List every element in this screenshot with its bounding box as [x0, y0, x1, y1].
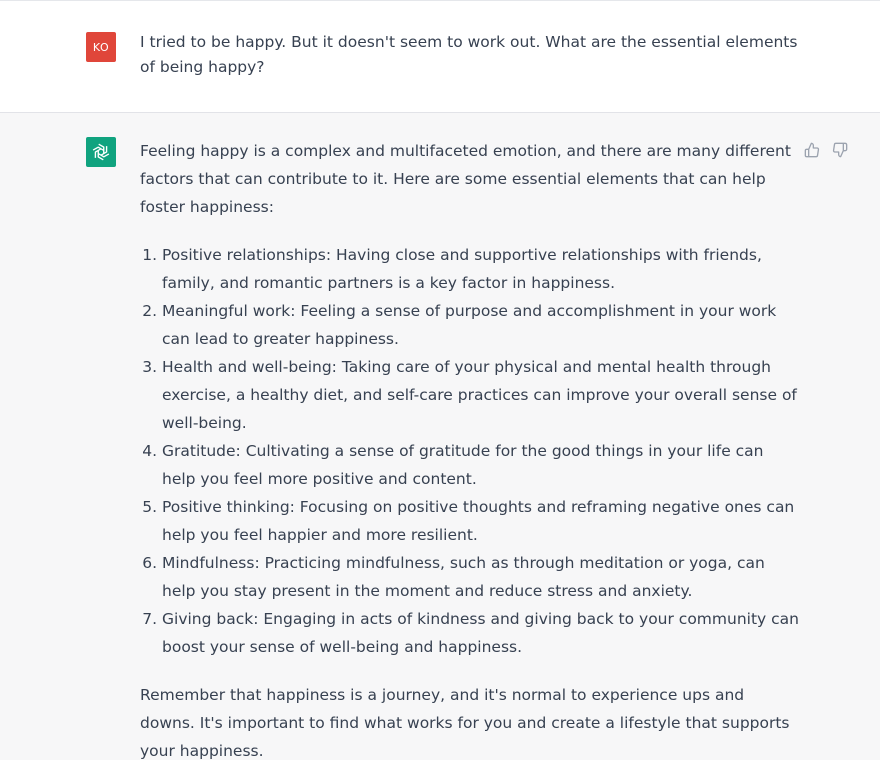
assistant-avatar: [86, 137, 116, 167]
feedback-buttons: [803, 141, 849, 159]
user-message-row: [0, 4, 880, 113]
assistant-message-text: [140, 137, 800, 765]
user-message-text: I tried to be happy. But it doesn't seem to work out. What are the essential elements of being happy?: [140, 33, 798, 76]
thumbs-up-icon: [804, 142, 820, 158]
openai-logo-icon: [90, 141, 112, 163]
list-item: 6. Mindfulness: Practicing mindfulness, such as through meditation or yoga, can help you stay present in the moment and reduce stress and anxiety.: [162, 549, 800, 605]
thumbs-up-button[interactable]: [803, 141, 821, 159]
list-item: 3. Health and well-being: Taking care of your physical and mental health through exercise, a healthy diet, and self-care practices can improve your overall sense of well-being.: [162, 353, 800, 437]
list-item: 4. Gratitude: Cultivating a sense of gratitude for the good things in your life can help you feel more positive and content.: [162, 437, 800, 493]
assistant-outro: Remember that happiness is a journey, and it's normal to experience ups and downs. It's important to find what works for you and create a lifestyle that supports your happiness.: [140, 686, 790, 760]
thumbs-down-button[interactable]: [831, 141, 849, 159]
happiness-elements-list: [140, 241, 800, 661]
user-avatar: KO: [86, 32, 116, 62]
list-item: 2. Meaningful work: Feeling a sense of purpose and accomplishment in your work can lead to greater happiness.: [162, 297, 800, 353]
assistant-message-row: [0, 113, 880, 760]
list-item: 1. Positive relationships: Having close and supportive relationships with friends, family, and romantic partners is a key factor in happiness.: [162, 241, 800, 297]
assistant-intro: Feeling happy is a complex and multifaceted emotion, and there are many different factors that can contribute to it. Here are some essential elements that can help foster happiness:: [140, 142, 791, 216]
list-item: 5. Positive thinking: Focusing on positive thoughts and reframing negative ones can help you feel happier and more resilient.: [162, 493, 800, 549]
list-item: 7. Giving back: Engaging in acts of kindness and giving back to your community can boost your sense of well-being and happiness.: [162, 605, 800, 661]
thumbs-down-icon: [832, 142, 848, 158]
